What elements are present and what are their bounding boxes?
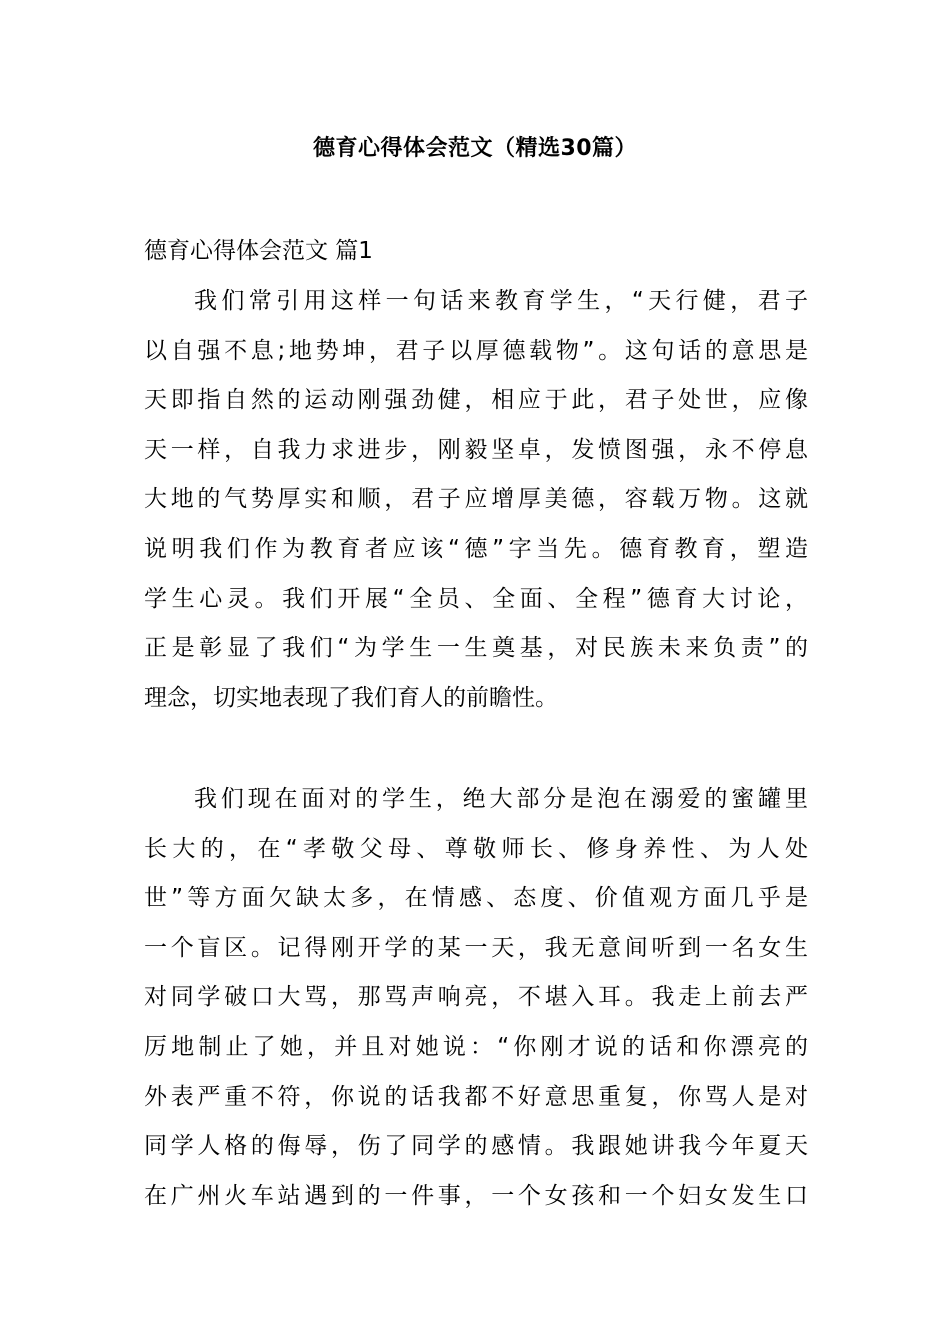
paragraph-line: 我们常引用这样一句话来教育学生，“天行健，君子 (194, 288, 808, 314)
paragraph-line: 天一样，自我力求进步，刚毅坚卓，发愤图强，永不停息 (144, 436, 808, 463)
paragraph-1 (144, 277, 808, 723)
paragraph-line: 外表严重不符，你说的话我都不好意思重复，你骂人是对 (144, 1083, 808, 1110)
paragraph-line: 以自强不息;地势坤，君子以厚德载物”。这句话的意思是 (144, 337, 808, 364)
paragraph-line: 世”等方面欠缺太多，在情感、态度、价值观方面几乎是 (144, 885, 808, 912)
paragraph-line: 大地的气势厚实和顺，君子应增厚美德，容载万物。这就 (144, 486, 808, 513)
paragraph-line: 对同学破口大骂，那骂声响亮，不堪入耳。我走上前去严 (144, 984, 808, 1011)
paragraph-line: 天即指自然的运动刚强劲健，相应于此，君子处世，应像 (144, 387, 808, 414)
paragraph-line: 理念，切实地表现了我们育人的前瞻性。 (144, 684, 558, 711)
document-title: 德育心得体会范文（精选30篇） (312, 136, 638, 161)
paragraph-line: 学生心灵。我们开展“全员、全面、全程”德育大讨论， (144, 585, 808, 612)
paragraph-line: 在广州火车站遇到的一件事，一个女孩和一个妇女发生口 (144, 1182, 808, 1209)
paragraph-line: 一个盲区。记得刚开学的某一天，我无意间听到一名女生 (144, 934, 808, 961)
paragraph-line: 正是彰显了我们“为学生一生奠基，对民族未来负责”的 (144, 635, 808, 662)
paragraph-line: 我们现在面对的学生，绝大部分是泡在溺爱的蜜罐里 (194, 786, 808, 812)
paragraph-2 (144, 775, 808, 1221)
section-heading: 德育心得体会范文 篇1 (144, 238, 373, 264)
paragraph-line: 说明我们作为教育者应该“德”字当先。德育教育，塑造 (144, 535, 808, 562)
paragraph-line: 同学人格的侮辱，伤了同学的感情。我跟她讲我今年夏天 (144, 1133, 808, 1160)
paragraph-line: 长大的，在“孝敬父母、尊敬师长、修身养性、为人处 (144, 835, 808, 862)
paragraph-line: 厉地制止了她，并且对她说：“你刚才说的话和你漂亮的 (144, 1033, 808, 1060)
